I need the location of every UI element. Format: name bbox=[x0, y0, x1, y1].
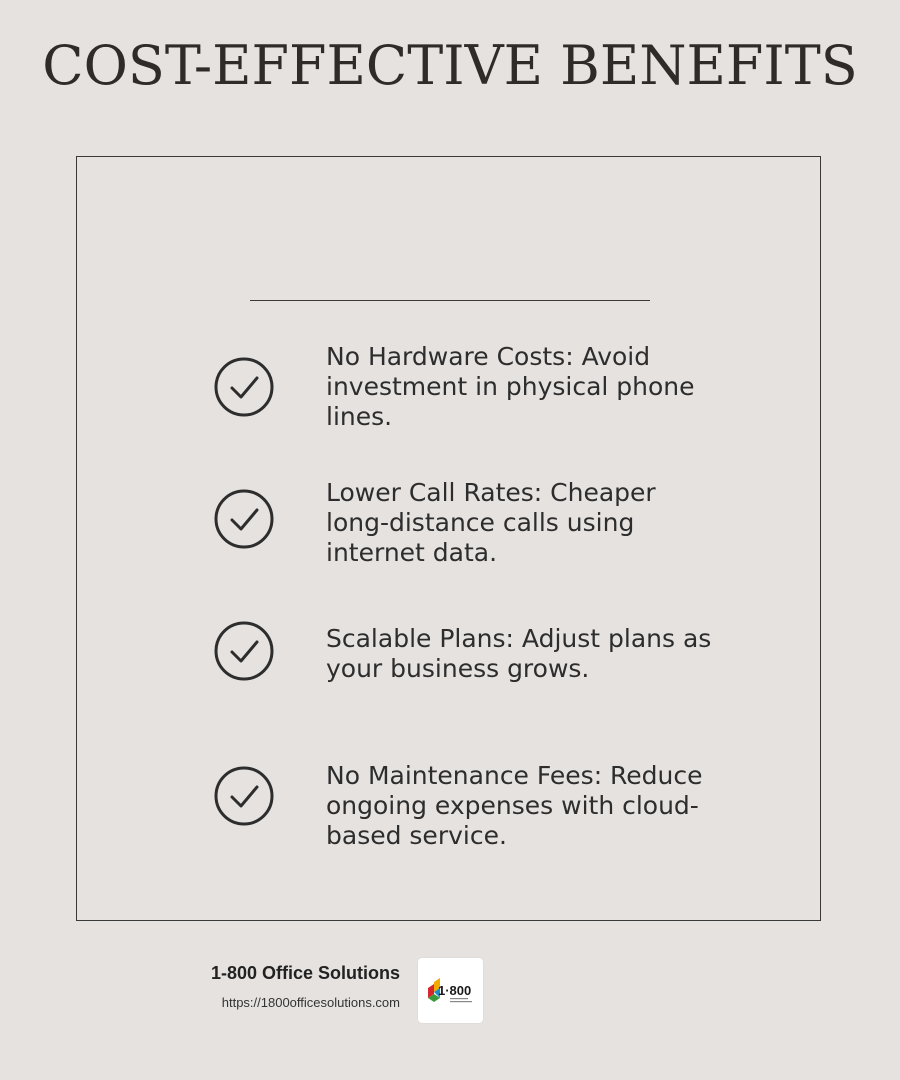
check-circle-icon bbox=[213, 488, 275, 550]
benefit-text: Lower Call Rates: Cheaper long-distance calls using internet data. bbox=[326, 478, 656, 567]
logo-wordmark: 1·800 bbox=[438, 983, 472, 998]
logo-icon bbox=[418, 958, 483, 1023]
benefit-text: Scalable Plans: Adjust plans as your business grows. bbox=[326, 624, 712, 683]
company-url[interactable]: https://1800officesolutions.com bbox=[221, 995, 400, 1010]
benefit-text: No Maintenance Fees: Reduce ongoing expenses with cloud-based service. bbox=[326, 761, 703, 850]
company-name: 1-800 Office Solutions bbox=[210, 963, 400, 983]
benefit-text: No Hardware Costs: Avoid investment in physical phone lines. bbox=[326, 342, 695, 431]
check-circle-icon bbox=[213, 620, 275, 682]
check-circle-icon bbox=[213, 356, 275, 418]
page-title: COST-EFFECTIVE BENEFITS bbox=[42, 34, 858, 97]
divider-line bbox=[250, 300, 650, 301]
company-logo bbox=[418, 958, 483, 1023]
check-circle-icon bbox=[213, 765, 275, 827]
